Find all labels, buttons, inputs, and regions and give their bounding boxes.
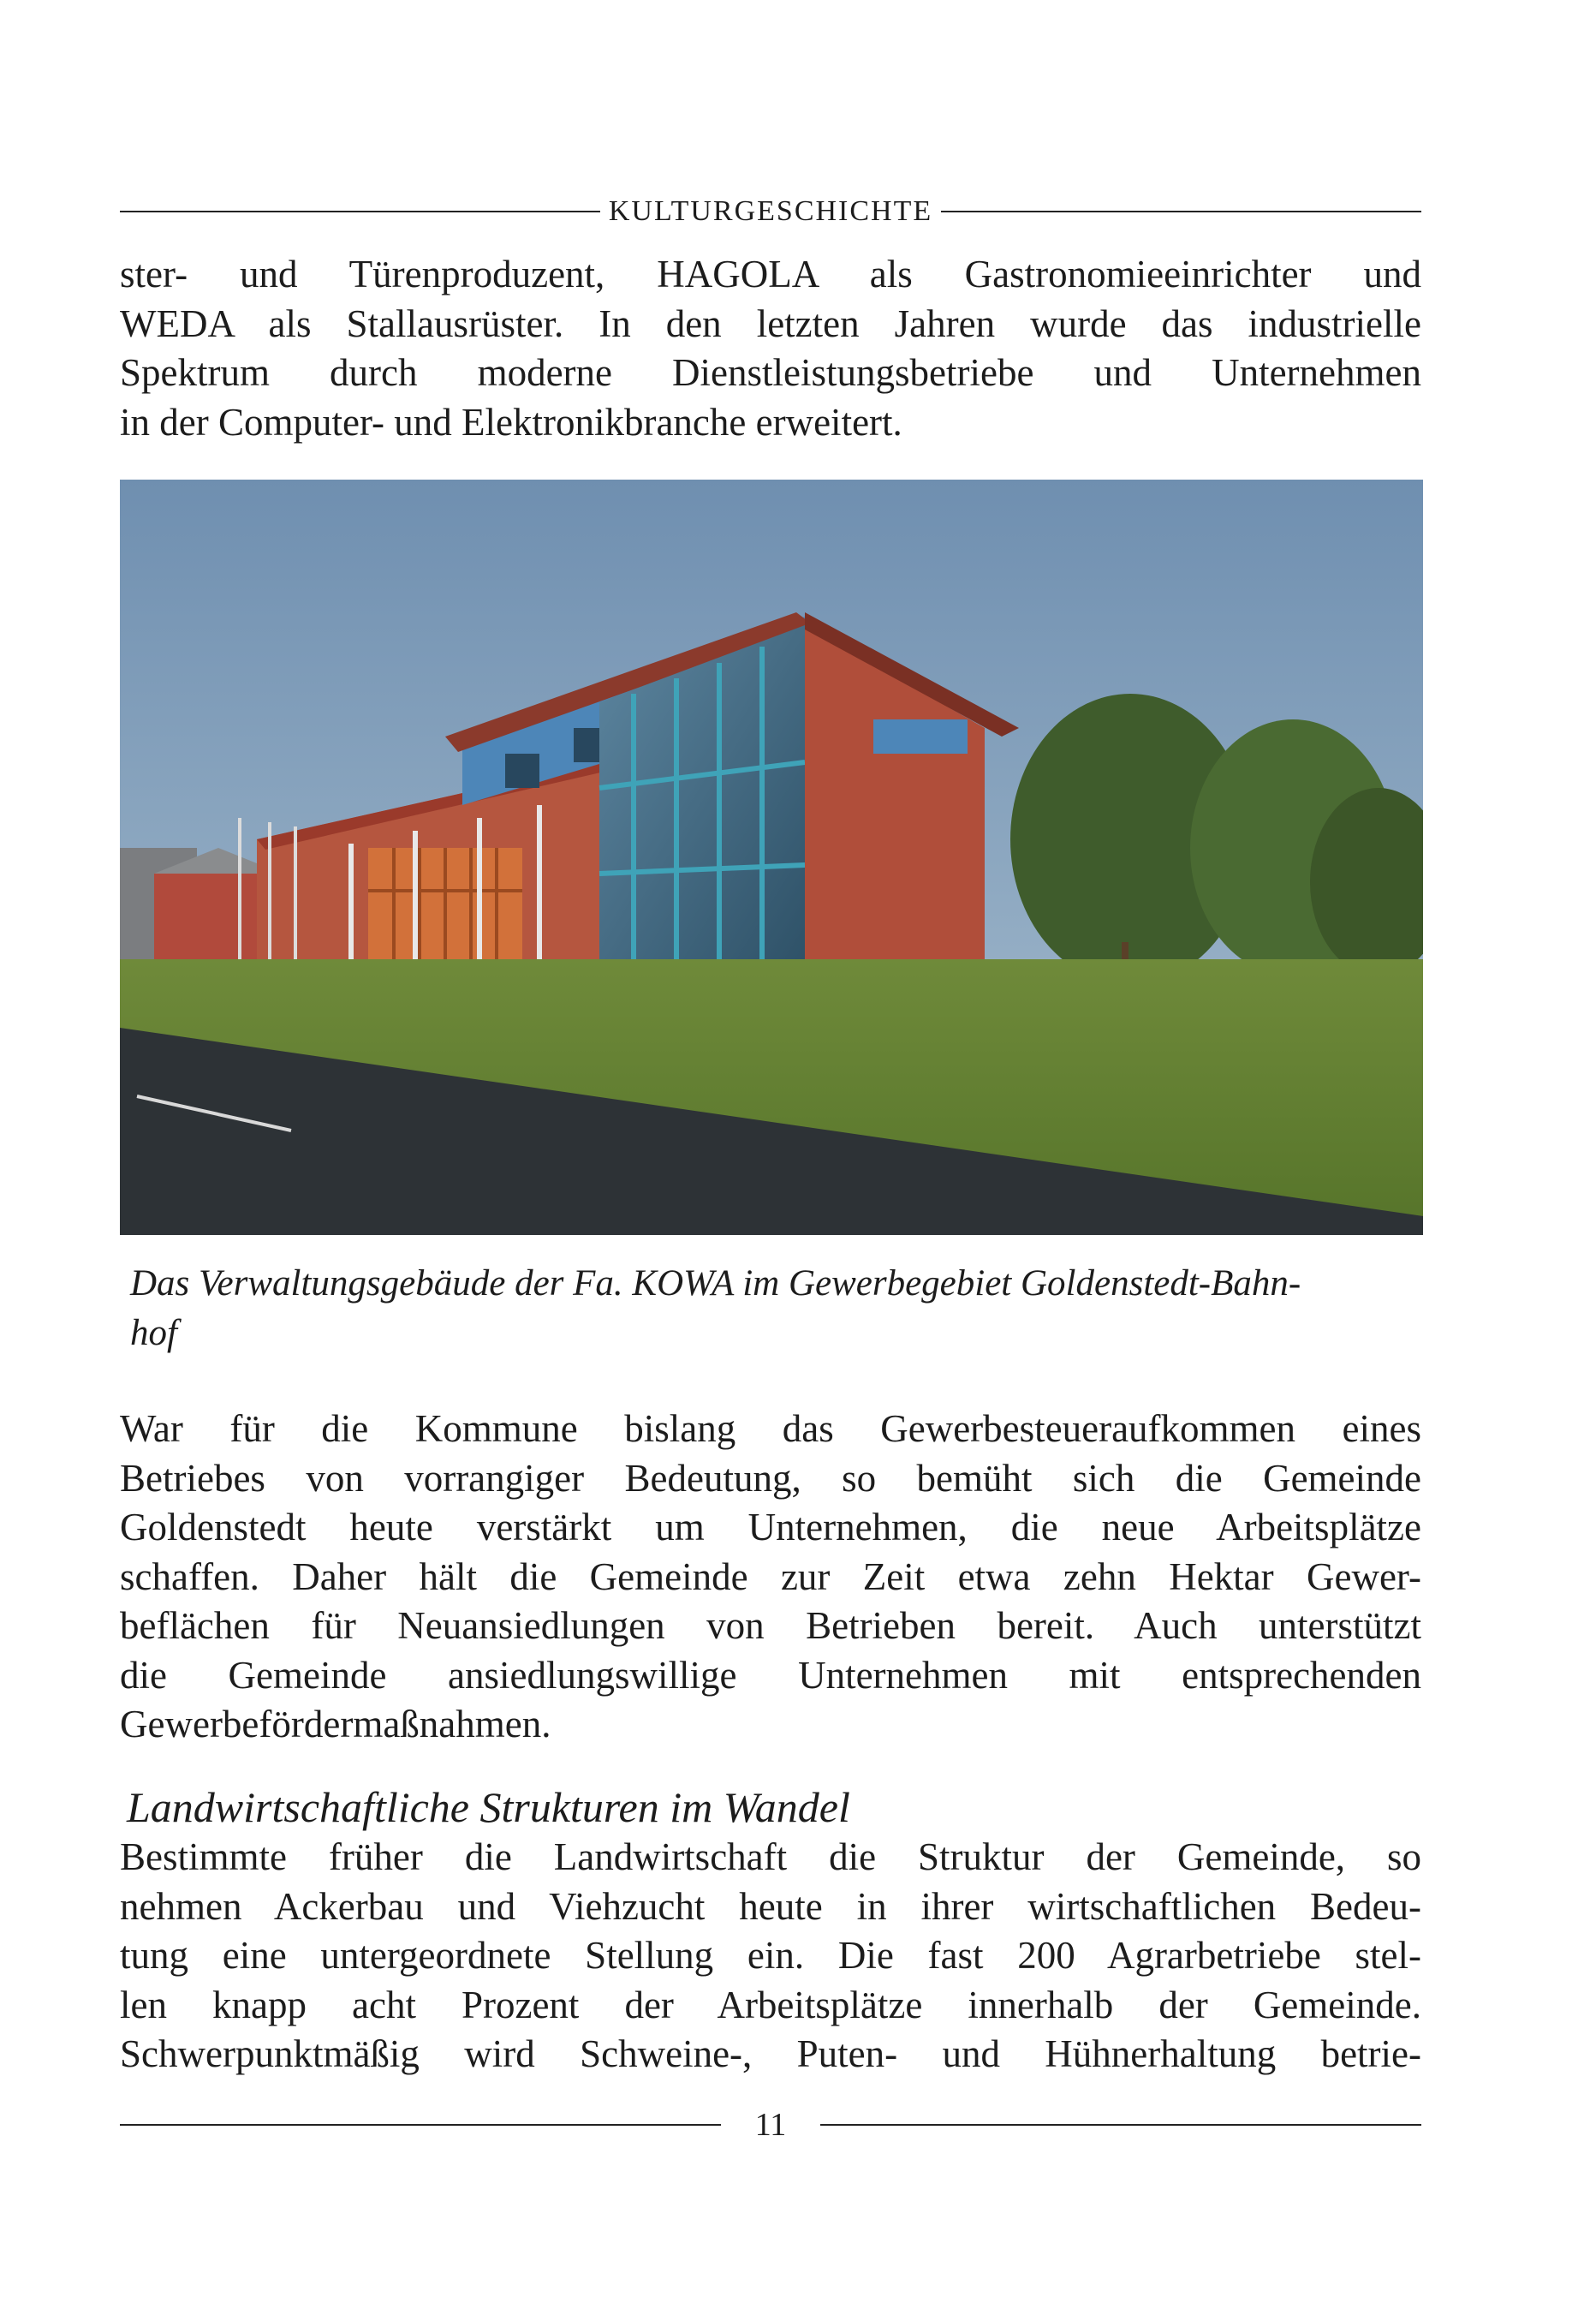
text-line: nehmen Ackerbau und Viehzucht heute in ihrer wirtschaftlichen Bedeu-: [120, 1884, 1421, 1928]
text-line: in der Computer- und Elektronikbranche erweitert.: [120, 400, 902, 444]
caption-line: Das Verwaltungsgebäude der Fa. KOWA im Gewerbegebiet Goldenstedt-Bahn-: [130, 1263, 1301, 1304]
text-line: Betriebes von vorrangiger Bedeutung, so bemüht sich die Gemeinde: [120, 1456, 1421, 1500]
text-line: Spektrum durch moderne Dienstleistungsbetriebe und Unternehmen: [120, 351, 1421, 394]
header-title: KULTURGESCHICHTE: [608, 195, 933, 227]
text-line: Schwerpunktmäßig wird Schweine-, Puten- und Hühnerhaltung betrie-: [120, 2032, 1421, 2075]
text-line: Bestimmte früher die Landwirtschaft die Struktur der Gemeinde, so: [120, 1835, 1421, 1878]
text-line: beflächen für Neuansiedlungen von Betrieben bereit. Auch unterstützt: [120, 1604, 1421, 1647]
text-line: War für die Kommune bislang das Gewerbesteueraufkommen eines: [120, 1407, 1421, 1450]
section-heading: Landwirtschaftliche Strukturen im Wandel: [127, 1783, 850, 1831]
footer-rule-left: [120, 2124, 721, 2126]
text-line: schaffen. Daher hält die Gemeinde zur Zeit etwa zehn Hektar Gewer-: [120, 1554, 1421, 1598]
text-line: len knapp acht Prozent der Arbeitsplätze innerhalb der Gemeinde.: [120, 1983, 1421, 2026]
header-rule-left: [120, 211, 600, 212]
running-header: [120, 190, 1421, 233]
paragraph-commerce: [120, 1405, 1421, 1750]
photo-caption: [130, 1259, 1423, 1358]
text-line: Gewerbefördermaßnahmen.: [120, 1703, 551, 1745]
paragraph-intro: [120, 250, 1421, 447]
building-photo: [120, 480, 1423, 1235]
caption-line: hof: [130, 1313, 177, 1353]
header-rule-right: [941, 211, 1421, 212]
paragraph-agriculture: [120, 1833, 1421, 2079]
text-line: tung eine untergeordnete Stellung ein. Die fast 200 Agrarbetriebe stel-: [120, 1934, 1421, 1977]
page-footer: [120, 2103, 1421, 2146]
text-line: ster- und Türenproduzent, HAGOLA als Gastronomieeinrichter und: [120, 253, 1421, 295]
text-line: die Gemeinde ansiedlungswillige Unternehmen mit entsprechenden: [120, 1653, 1421, 1697]
text-line: WEDA als Stallausrüster. In den letzten Jahren wurde das industrielle: [120, 301, 1421, 345]
footer-rule-right: [820, 2124, 1421, 2126]
page-number: 11: [754, 2107, 787, 2143]
text-line: Goldenstedt heute verstärkt um Unternehmen, die neue Arbeitsplätze: [120, 1506, 1421, 1548]
